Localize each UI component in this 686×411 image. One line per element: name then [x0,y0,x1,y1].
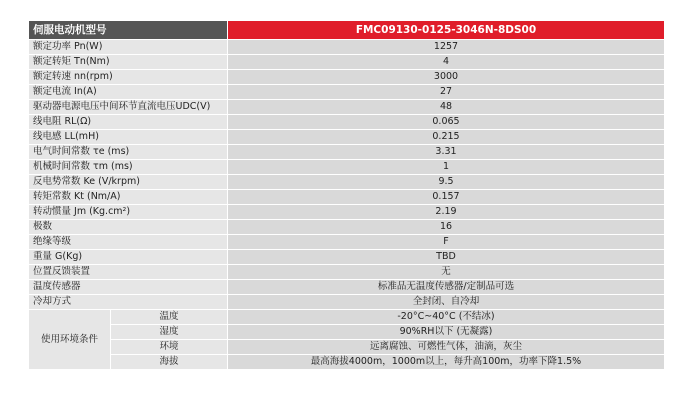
env-item-value: 远离腐蚀、可燃性气体，油滴，灰尘 [228,340,665,355]
row-label: 线电感 LL(mH) [29,130,228,145]
row-label: 冷却方式 [29,295,228,310]
row-value: 4 [228,55,665,70]
row-value: 48 [228,100,665,115]
row-value: 无 [228,265,665,280]
row-value: 全封闭、自冷却 [228,295,665,310]
row-value: 2.19 [228,205,665,220]
env-group-label: 使用环境条件 [29,310,111,370]
env-item-value: -20°C~40°C (不结冰) [228,310,665,325]
table-row [29,295,665,310]
table-row [29,280,665,295]
table-row [29,160,665,175]
row-label: 额定转矩 Tn(Nm) [29,55,228,70]
env-item-value: 最高海拔4000m，1000m以上，每升高100m，功率下降1.5% [228,355,665,370]
row-value: 27 [228,85,665,100]
row-value: 0.215 [228,130,665,145]
row-value: 9.5 [228,175,665,190]
row-label: 极数 [29,220,228,235]
row-label: 额定转速 nn(rpm) [29,70,228,85]
row-label: 驱动器电源电压中间环节直流电压UDC(V) [29,100,228,115]
env-item-label: 海拔 [111,355,228,370]
row-label: 电气时间常数 τe (ms) [29,145,228,160]
row-label: 转矩常数 Kt (Nm/A) [29,190,228,205]
env-item-label: 温度 [111,310,228,325]
row-value: 0.065 [228,115,665,130]
env-row-environment [29,340,665,355]
table-row [29,175,665,190]
table-row [29,190,665,205]
table-row [29,250,665,265]
row-value: 16 [228,220,665,235]
row-label: 额定功率 Pn(W) [29,40,228,55]
row-value: 标准品无温度传感器/定制品可选 [228,280,665,295]
table-row [29,145,665,160]
table-row [29,70,665,85]
row-label: 转动惯量 Jm (Kg.cm²) [29,205,228,220]
env-row-humidity [29,325,665,340]
row-value: 1257 [228,40,665,55]
row-value: 3000 [228,70,665,85]
env-row-temperature [29,310,665,325]
row-value: F [228,235,665,250]
table-row [29,265,665,280]
row-label: 温度传感器 [29,280,228,295]
table-row [29,100,665,115]
row-label: 重量 G(Kg) [29,250,228,265]
row-value: TBD [228,250,665,265]
env-item-label: 环境 [111,340,228,355]
table-row [29,205,665,220]
header-label: 伺服电动机型号 [29,21,228,40]
row-label: 机械时间常数 τm (ms) [29,160,228,175]
row-value: 0.157 [228,190,665,205]
table-row [29,40,665,55]
row-label: 额定电流 In(A) [29,85,228,100]
header-row [29,21,665,40]
env-row-altitude [29,355,665,370]
row-value: 3.31 [228,145,665,160]
row-label: 位置反馈装置 [29,265,228,280]
env-item-value: 90%RH以下 (无凝露) [228,325,665,340]
table-row [29,55,665,70]
table-row [29,220,665,235]
row-label: 反电势常数 Ke (V/krpm) [29,175,228,190]
row-value: 1 [228,160,665,175]
table-row [29,85,665,100]
table-row [29,235,665,250]
table-row [29,115,665,130]
header-model-value: FMC09130-0125-3046N-8DS00 [228,21,665,40]
row-label: 线电阻 RL(Ω) [29,115,228,130]
table-row [29,130,665,145]
spec-table-container [28,20,664,370]
spec-table [28,20,665,370]
row-label: 绝缘等级 [29,235,228,250]
env-item-label: 湿度 [111,325,228,340]
